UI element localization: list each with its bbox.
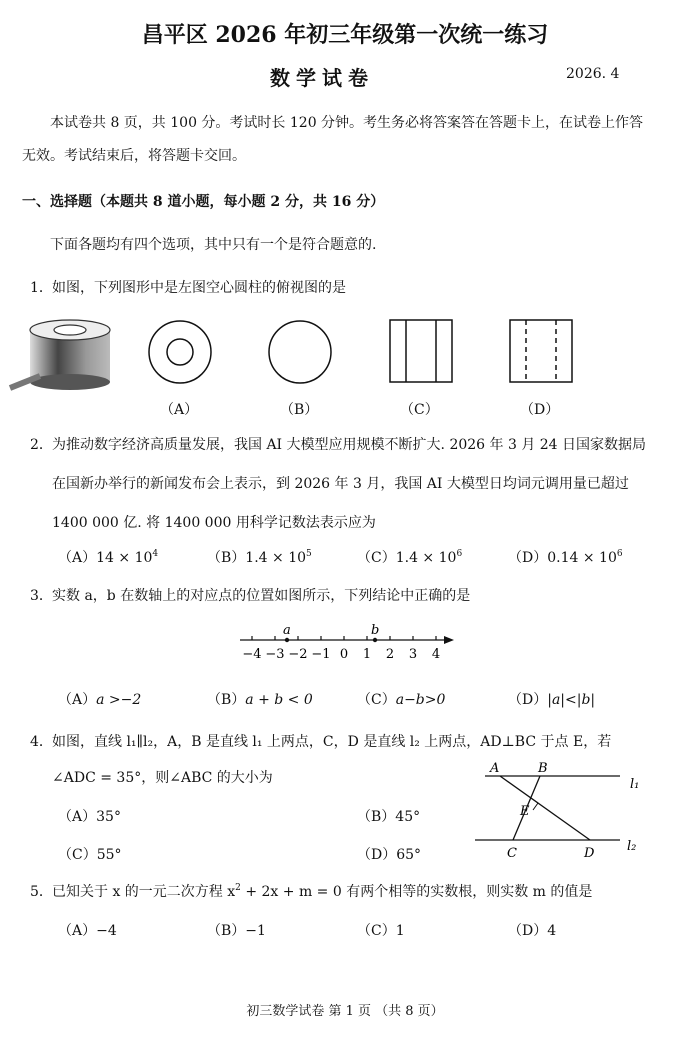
page-subtitle: 数学试卷 bbox=[270, 66, 374, 90]
option-label: （B） bbox=[207, 692, 246, 708]
label-c: C bbox=[507, 846, 517, 861]
option-text: a >−2 bbox=[96, 692, 142, 708]
q2-line-3: 1400 000 亿. 将 1400 000 用科学记数法表示应为 bbox=[52, 515, 376, 531]
axis-arrow bbox=[444, 636, 454, 644]
label-d: D bbox=[584, 846, 595, 861]
option-exponent: 5 bbox=[306, 549, 312, 559]
option-text: a + b < 0 bbox=[245, 692, 313, 708]
option-a-figure bbox=[149, 321, 211, 383]
option-base: 1.4 × 10 bbox=[395, 550, 457, 566]
option-c-figure bbox=[390, 320, 452, 382]
q1-number: 1． bbox=[30, 280, 53, 296]
q1-label-a: （A） bbox=[160, 402, 199, 418]
q3-option-a[interactable] bbox=[58, 689, 141, 709]
q4-option-d[interactable] bbox=[357, 844, 421, 864]
q2-option-c[interactable] bbox=[357, 547, 462, 567]
hollow-cylinder-figure bbox=[10, 320, 110, 390]
option-text: 1 bbox=[395, 923, 405, 939]
option-label: （B） bbox=[357, 809, 396, 825]
point-a-dot bbox=[285, 638, 289, 642]
number-line-figure bbox=[230, 620, 460, 665]
option-base: 0.14 × 10 bbox=[547, 550, 617, 566]
point-a-label: a bbox=[283, 623, 291, 638]
option-base: 1.4 × 10 bbox=[245, 550, 307, 566]
option-label: （C） bbox=[357, 550, 396, 566]
option-text: −1 bbox=[245, 923, 266, 939]
option-label: （A） bbox=[58, 923, 97, 939]
section-heading: 一、选择题（本题共 8 道小题，每小题 2 分，共 16 分） bbox=[22, 194, 385, 210]
q5-number: 5． bbox=[30, 884, 53, 900]
page-title: 昌平区 2026 年初三年级第一次统一练习 bbox=[141, 22, 549, 48]
label-a: A bbox=[490, 761, 500, 776]
option-text: 35° bbox=[96, 809, 121, 825]
option-label: （D） bbox=[508, 550, 548, 566]
option-text: −4 bbox=[96, 923, 117, 939]
option-text: |a|<|b| bbox=[547, 692, 596, 708]
q4-option-b[interactable] bbox=[357, 806, 420, 826]
point-b-dot bbox=[373, 638, 377, 642]
option-label: （D） bbox=[357, 847, 397, 863]
label-e: E bbox=[520, 804, 530, 819]
option-label: （B） bbox=[207, 550, 246, 566]
q1-label-d: （D） bbox=[520, 402, 560, 418]
q5-text bbox=[52, 881, 592, 901]
option-text: 45° bbox=[395, 809, 421, 825]
q2-option-a[interactable] bbox=[58, 547, 158, 567]
tick-label: 3 bbox=[408, 647, 418, 662]
segment-ad bbox=[500, 776, 590, 840]
option-base: 14 × 10 bbox=[96, 550, 153, 566]
q2-line-2: 在国新办举行的新闻发布会上表示，到 2026 年 3 月，我国 AI 大模型日均词元调用量已超过 bbox=[52, 476, 629, 492]
option-label: （C） bbox=[58, 847, 97, 863]
tick-label: −2 bbox=[288, 647, 308, 662]
option-text: 55° bbox=[96, 847, 122, 863]
option-label: （A） bbox=[58, 809, 97, 825]
q5-option-b[interactable] bbox=[207, 920, 266, 940]
q3-number: 3． bbox=[30, 588, 53, 604]
option-b-figure bbox=[269, 321, 331, 383]
tick-label: −3 bbox=[265, 647, 285, 662]
q4-line-1: 如图，直线 l₁∥l₂，A，B 是直线 l₁ 上两点，C，D 是直线 l₂ 上两点，AD⊥BC 于点 E，若 bbox=[52, 734, 612, 750]
q4-option-a[interactable] bbox=[58, 806, 121, 826]
q5-option-a[interactable] bbox=[58, 920, 117, 940]
intro-line-1: 本试卷共 8 页，共 100 分。考试时长 120 分钟。考生务必将答案答在答题卡上，在试卷上作答 bbox=[50, 115, 644, 131]
q2-number: 2． bbox=[30, 437, 53, 453]
option-exponent: 4 bbox=[152, 549, 159, 559]
page-footer: 初三数学试卷 第 1 页 （共 8 页） bbox=[246, 1004, 444, 1019]
tick-label: −4 bbox=[242, 647, 262, 662]
q5-text-pre: 已知关于 x 的一元二次方程 x bbox=[52, 884, 236, 900]
option-text: a−b>0 bbox=[395, 692, 446, 708]
label-l1: l₁ bbox=[630, 777, 640, 792]
option-label: （B） bbox=[207, 923, 246, 939]
option-label: （D） bbox=[508, 923, 548, 939]
q5-option-c[interactable] bbox=[357, 920, 405, 940]
intro-line-2: 无效。考试结束后，将答题卡交回。 bbox=[22, 148, 246, 164]
tick-label: −1 bbox=[311, 647, 331, 662]
option-exponent: 6 bbox=[616, 549, 623, 559]
option-label: （A） bbox=[58, 692, 97, 708]
label-b: B bbox=[538, 761, 548, 776]
q5-text-post: + 2x + m = 0 有两个相等的实数根，则实数 m 的值是 bbox=[240, 884, 593, 900]
q5-text-exponent: 2 bbox=[235, 883, 241, 893]
q2-line-1: 为推动数字经济高质量发展，我国 AI 大模型应用规模不断扩大. 2026 年 3 月 24 日国家数据局 bbox=[52, 437, 647, 453]
q2-option-d[interactable] bbox=[508, 547, 623, 567]
label-l2: l₂ bbox=[627, 839, 637, 854]
q5-option-d[interactable] bbox=[508, 920, 556, 940]
option-text: 4 bbox=[547, 923, 557, 939]
option-label: （C） bbox=[357, 692, 396, 708]
q1-text: 如图，下列图形中是左图空心圆柱的俯视图的是 bbox=[52, 280, 346, 296]
option-label: （D） bbox=[508, 692, 548, 708]
q3-option-d[interactable] bbox=[508, 689, 595, 709]
option-text: 65° bbox=[396, 847, 422, 863]
option-exponent: 6 bbox=[456, 549, 463, 559]
tick-label: 4 bbox=[431, 647, 441, 662]
point-b-label: b bbox=[371, 623, 380, 638]
q1-figures bbox=[0, 310, 690, 400]
q4-option-c[interactable] bbox=[58, 844, 122, 864]
q2-option-b[interactable] bbox=[207, 547, 312, 567]
q1-label-c: （C） bbox=[400, 402, 439, 418]
exam-date: 2026. 4 bbox=[566, 66, 620, 82]
q4-line-2: ∠ADC = 35°，则∠ABC 的大小为 bbox=[52, 770, 273, 786]
section-note: 下面各题均有四个选项，其中只有一个是符合题意的. bbox=[50, 237, 377, 253]
q3-option-c[interactable] bbox=[357, 689, 445, 709]
option-d-figure bbox=[510, 320, 572, 382]
option-label: （A） bbox=[58, 550, 97, 566]
q4-number: 4． bbox=[30, 734, 53, 750]
tick-label: 1 bbox=[362, 647, 372, 662]
tick-label: 2 bbox=[385, 647, 395, 662]
tick-label: 0 bbox=[339, 647, 349, 662]
option-label: （C） bbox=[357, 923, 396, 939]
q3-text: 实数 a，b 在数轴上的对应点的位置如图所示，下列结论中正确的是 bbox=[52, 588, 471, 604]
parallel-lines-figure bbox=[465, 758, 665, 863]
q1-label-b: （B） bbox=[280, 402, 319, 418]
q3-option-b[interactable] bbox=[207, 689, 313, 709]
